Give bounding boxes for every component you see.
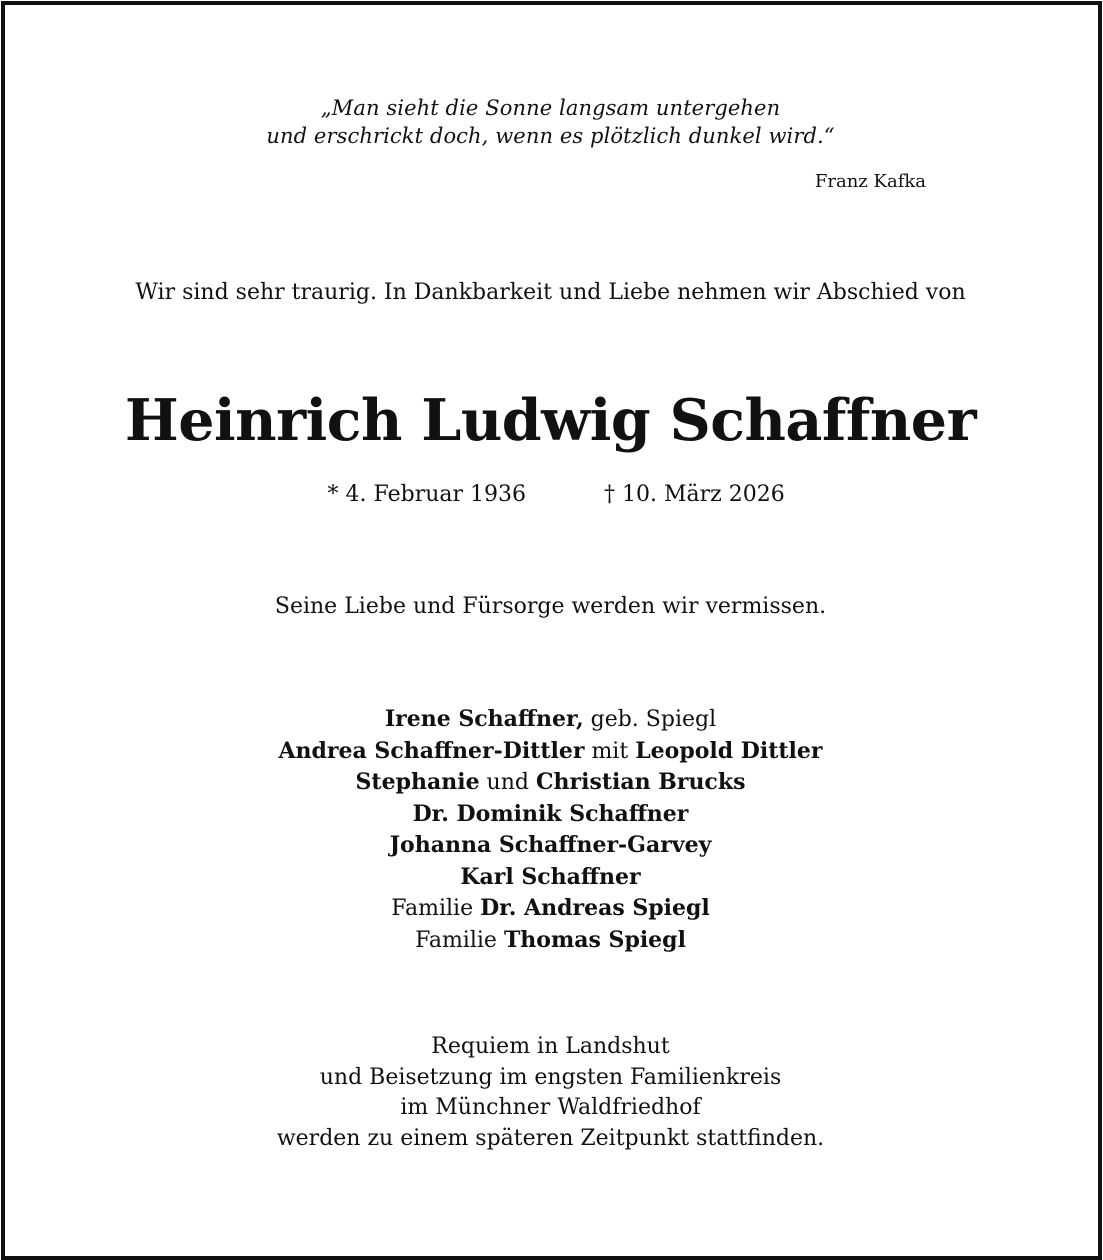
mourner-name: Stephanie [355, 769, 480, 795]
quote-line-2: und erschrickt doch, wenn es plötzlich dunkel wird.“ [266, 124, 835, 148]
funeral-details [0, 1032, 1101, 1154]
mourner-text: Familie [415, 927, 504, 953]
mourners-list [0, 704, 1101, 956]
mourner-name: Karl Schaffner [460, 863, 641, 890]
mourner-name: Irene Schaffner, [384, 706, 584, 732]
mourner-row [0, 862, 1101, 894]
quote-line-1: „Man sieht die Sonne langsam untergehen [320, 96, 781, 120]
mourner-row [0, 830, 1101, 862]
mourner-name: Christian Brucks [535, 769, 746, 795]
funeral-line-2: und Beisetzung im engsten Familienkreis [319, 1064, 782, 1090]
mourner-text: Familie [391, 896, 481, 921]
mourner-text: geb. Spiegl [583, 707, 717, 732]
mourner-text: mit [584, 738, 636, 764]
mourner-row [0, 736, 1101, 768]
mourner-name: Johanna Schaffner-Garvey [389, 832, 712, 858]
mourner-name: Andrea Schaffner-Dittler [278, 737, 585, 764]
mourner-row [0, 799, 1101, 831]
mourner-text: und [479, 770, 536, 795]
mourner-name: Dr. Andreas Spiegl [480, 895, 710, 921]
epigraph-quote [0, 94, 1101, 150]
mourner-row [0, 767, 1101, 799]
funeral-line-4: werden zu einem späteren Zeitpunkt stattfinden. [276, 1125, 825, 1151]
quote-author: Franz Kafka [814, 171, 926, 192]
mourner-row [0, 704, 1101, 736]
mourner-row [0, 925, 1101, 957]
intro-text: Wir sind sehr traurig. In Dankbarkeit und Liebe nehmen wir Abschied von [135, 280, 966, 305]
birth-date: * 4. Februar 1936 [327, 482, 526, 507]
mourner-row [0, 893, 1101, 925]
funeral-line-3: im Münchner Waldfriedhof [400, 1095, 701, 1120]
mourner-name: Leopold Dittler [635, 737, 823, 764]
death-date: † 10. März 2026 [604, 482, 785, 507]
mourner-name: Dr. Dominik Schaffner [412, 800, 689, 827]
mourner-name: Thomas Spiegl [503, 926, 686, 953]
deceased-name: Heinrich Ludwig Schaffner [124, 387, 977, 454]
funeral-line-1: Requiem in Landshut [431, 1034, 670, 1059]
tribute-text: Seine Liebe und Fürsorge werden wir vermissen. [274, 594, 827, 619]
